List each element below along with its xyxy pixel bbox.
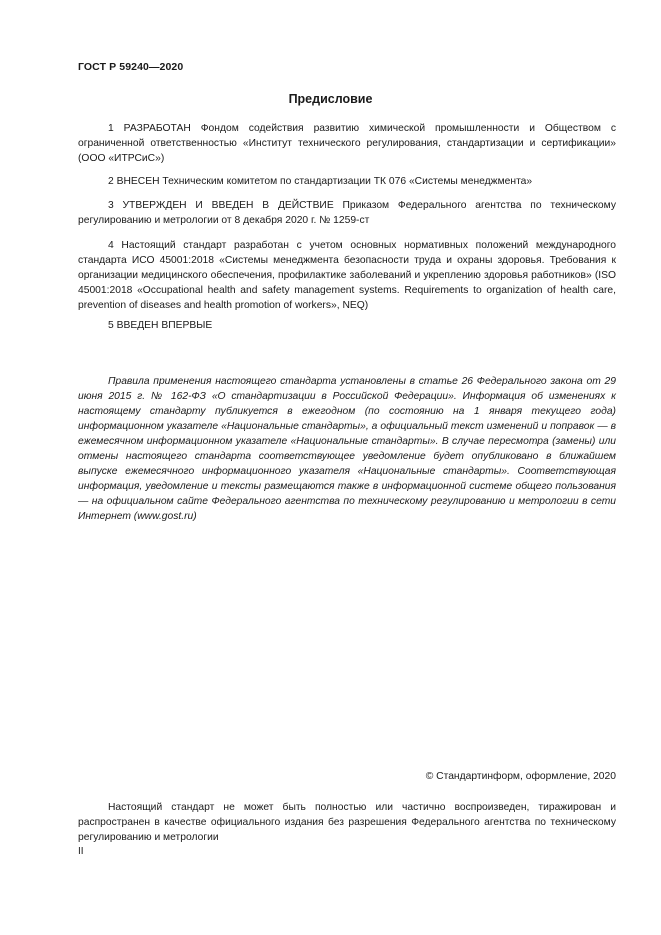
reproduction-notice: Настоящий стандарт не может быть полностью или частично воспроизведен, тиражирован и распространен в качестве официального издания без разрешения Федерального агентства по техническому регулированию и метрологии <box>78 802 616 843</box>
page-number: II <box>78 846 84 857</box>
foreword-item-approved: 3 УТВЕРЖДЕН И ВВЕДЕН В ДЕЙСТВИЕ Приказом Федерального агентства по техническому регулированию и метрологии от 8 декабря 2020 г. № 1259-ст <box>78 200 616 226</box>
page-title: Предисловие <box>288 92 373 106</box>
foreword-item-first-introduced: 5 ВВЕДЕН ВПЕРВЫЕ <box>108 320 213 331</box>
foreword-item-introduced: 2 ВНЕСЕН Техническим комитетом по стандартизации ТК 076 «Системы менеджмента» <box>108 176 533 187</box>
foreword-item-basis: 4 Настоящий стандарт разработан с учетом основных нормативных положений международного стандарта ИСО 45001:2018 «Системы менеджмента безопасности труда и охраны здоровья. Требования к организации медицинского обеспечения, профилактике заболеваний и укреплению здоровья работников» (ISO 45001:2018 «Occupational health and safety management systems. Requirements to organization of health care, prevention of diseases and health promotion of workers», NEQ) <box>78 240 616 311</box>
foreword-item-developed: 1 РАЗРАБОТАН Фондом содействия развитию химической промышленности и Обществом с ограниченной ответственностью «Институт технического регулирования, стандартизации и сертификации» (ООО «ИТРСиС») <box>78 123 616 164</box>
application-rules-notice: Правила применения настоящего стандарта установлены в статье 26 Федерального закона от 29 июня 2015 г. № 162-ФЗ «О стандартизации в Российской Федерации». Информация об изменениях к настоящему стандарту публикуется в ежегодном (по состоянию на 1 января текущего года) информационном указателе «Национальные стандарты», а официальный текст изменений и поправок — в ежемесячном информационном указателе «Национальные стандарты». В случае пересмотра (замены) или отмены настоящего стандарта соответствующее уведомление будет опубликовано в ближайшем выпуске ежемесячного информационного указателя «Национальные стандарты». Соответствующая информация, уведомление и тексты размещаются также в информационной системе общего пользования — на официальном сайте Федерального агентства по техническому регулированию и метрологии в сети Интернет (www.gost.ru) <box>78 376 616 522</box>
document-code: ГОСТ Р 59240—2020 <box>78 61 184 73</box>
copyright-line: © Стандартинформ, оформление, 2020 <box>425 771 616 782</box>
